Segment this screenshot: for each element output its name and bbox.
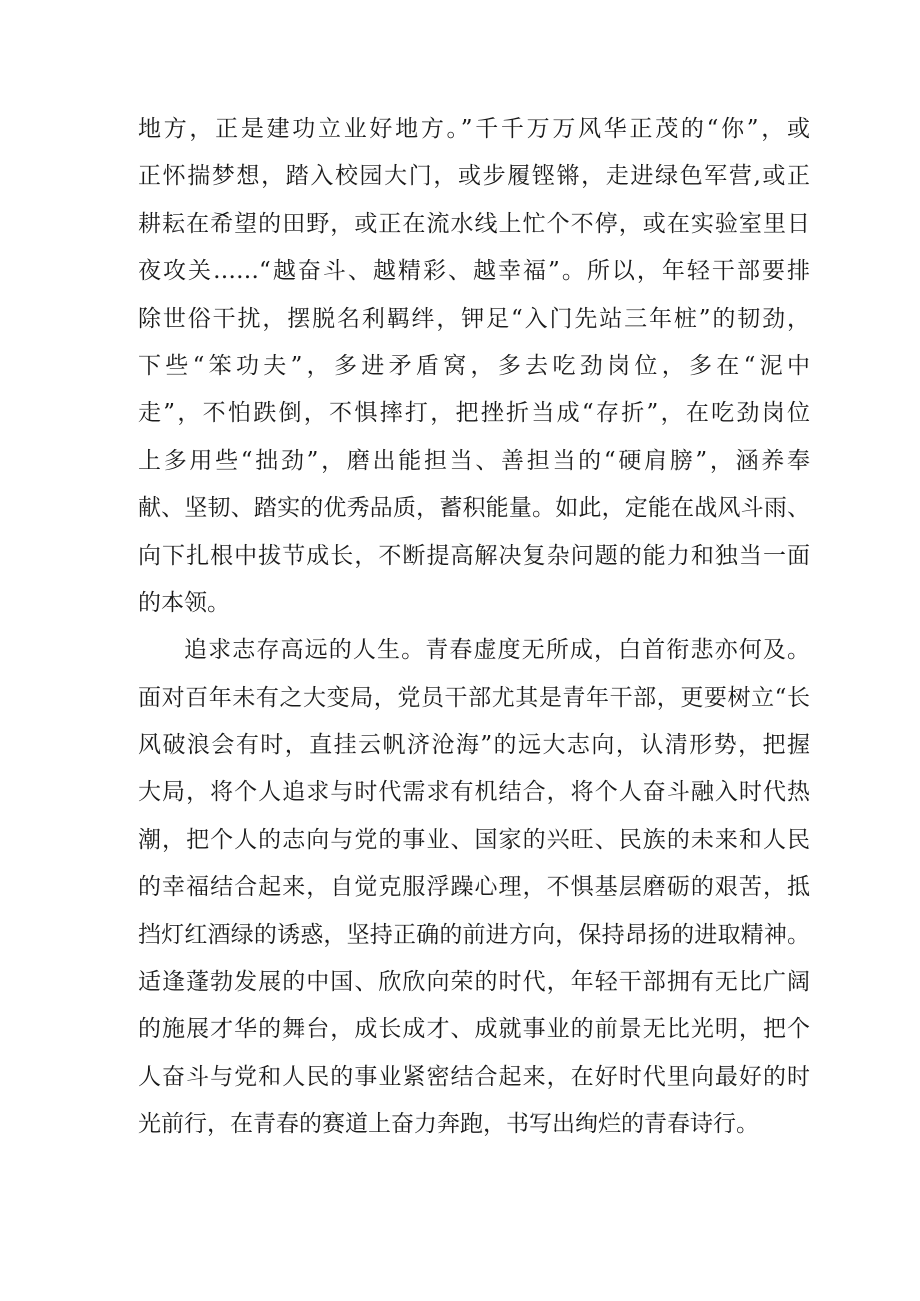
paragraph-2-line-4: 大局，将个人追求与时代需求有机结合，将个人奋斗融入时代热 (138, 779, 810, 806)
paragraph-2-line-5: 潮，把个人的志向与党的事业、国家的兴旺、民族的未来和人民 (138, 826, 810, 853)
paragraph-2-line-2: 面对百年未有之大变局，党员干部尤其是青年干部，更要树立“长 (138, 684, 810, 711)
paragraph-1-line-1: 地方，正是建功立业好地方。”千千万万风华正茂的“你”，或 (138, 116, 810, 142)
paragraph-2-line-7: 挡灯红酒绿的诱惑，坚持正确的前进方向，保持昂扬的进取精神。 (138, 921, 810, 948)
paragraph-2 (138, 627, 810, 1148)
paragraph-1-line-3: 耕耘在希望的田野，或正在流水线上忙个不停，或在实验室里日 (138, 210, 810, 237)
paragraph-1-line-5: 除世俗干扰，摆脱名利羁绊，钾足“入门先站三年桩”的韧劲， (138, 305, 810, 332)
paragraph-1-line-11: 的本领。 (138, 589, 230, 616)
paragraph-2-line-8: 适逢蓬勃发展的中国、欣欣向荣的时代，年轻干部拥有无比广阔 (138, 969, 810, 996)
paragraph-1-line-2: 正怀揣梦想，踏入校园大门，或步履铿锵，走进绿色军营,或正 (138, 163, 810, 190)
paragraph-1-line-4: 夜攻关……“越奋斗、越精彩、越幸福”。所以，年轻干部要排 (138, 258, 810, 285)
paragraph-1-line-7: 走”，不怕跌倒，不惧摔打，把挫折当成“存折”，在吃劲岗位 (138, 400, 810, 427)
paragraph-1-line-8: 上多用些“拙劲”，磨出能担当、善担当的“硬肩膀”，涵养奉 (138, 447, 810, 474)
paragraph-2-line-9: 的施展才华的舞台，成长成才、成就事业的前景无比光明，把个 (138, 1016, 810, 1043)
paragraph-1-line-10: 向下扎根中拔节成长，不断提高解决复杂问题的能力和独当一面 (138, 542, 810, 569)
document-body (138, 106, 810, 1149)
paragraph-1 (138, 106, 810, 627)
paragraph-2-line-3: 风破浪会有时，直挂云帆济沧海”的远大志向，认清形势，把握 (138, 732, 810, 759)
paragraph-2-line-6: 的幸福结合起来，自觉克服浮躁心理，不惧基层磨砺的艰苦，抵 (138, 874, 810, 901)
paragraph-2-line-11: 光前行，在青春的赛道上奋力奔跑，书写出绚烂的青春诗行。 (138, 1111, 759, 1138)
paragraph-2-line-1: 追求志存高远的人生。青春虚度无所成，白首衔悲亦何及。 (184, 637, 810, 664)
paragraph-1-line-6: 下些“笨功夫”，多进矛盾窝，多去吃劲岗位，多在“泥中 (138, 352, 810, 379)
paragraph-1-line-9: 献、坚韧、踏实的优秀品质，蓄积能量。如此，定能在战风斗雨、 (138, 495, 810, 522)
paragraph-2-line-10: 人奋斗与党和人民的事业紧密结合起来，在好时代里向最好的时 (138, 1063, 810, 1090)
